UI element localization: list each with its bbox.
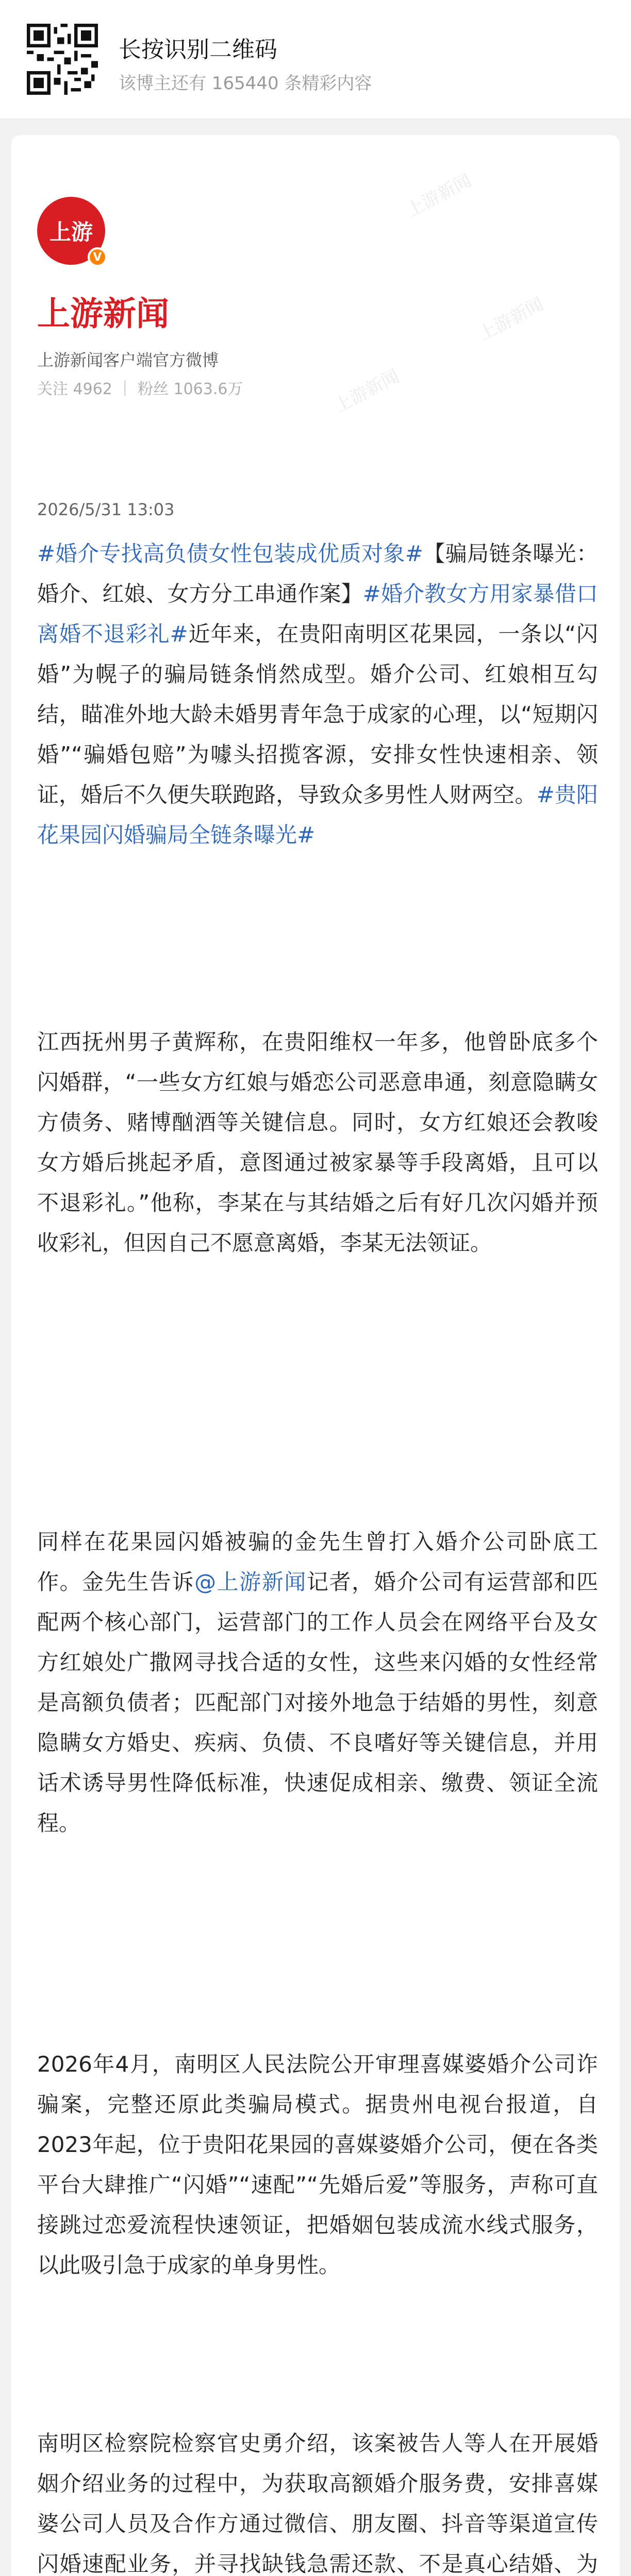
post-time: 2026/5/31 13:03 <box>37 500 175 519</box>
post-paragraph <box>37 2424 598 2576</box>
watermark: 上游新闻 <box>403 170 475 222</box>
mention-link[interactable]: @上游新闻 <box>194 1569 307 1595</box>
post-text: 2026年4月，南明区人民法院公开审理喜媒婆婚介公司诈骗案，完整还原此类骗局模式。据贵州电视台报道，自2023年起，位于贵阳花果园的喜媒婆婚介公司，便在各类平台大肆推广“闪婚”“速配”“先婚后爱”等服务，声称可直接跳过恋爱流程快速领证，把婚姻包装成流水线式服务，以此吸引急于成家的单身男性。 <box>37 2052 598 2278</box>
post-text: 南明区检察院检察官史勇介绍，该案被告人等人在开展婚姻介绍业务的过程中，为获取高额婚介服务费，安排喜媒婆公司人员及合作方通过微信、朋友圈、抖音等渠道宣传闪婚速配业务，并寻找缺钱急需还款、不是真心结婚、为 <box>37 2431 598 2576</box>
account-description: 上游新闻客户端官方微博 <box>37 350 219 370</box>
weibo-post-card <box>11 135 620 2576</box>
post-paragraph <box>37 2044 598 2285</box>
post-paragraph <box>37 534 598 855</box>
top-banner-title: 长按识别二维码 <box>119 37 277 63</box>
hashtag-link[interactable]: #婚介专找高负债女性包装成优质对象# <box>37 541 423 566</box>
post-text: 同样在花果园闪婚被骗的金先生曾打入婚介公司卧底工作。金先生告诉 <box>37 1529 598 1595</box>
post-paragraph <box>37 1522 598 1843</box>
post-paragraph <box>37 1022 598 1263</box>
top-banner-subtitle: 该博主还有 165440 条精彩内容 <box>119 73 372 94</box>
post-text: 近年来，在贵阳南明区花果园，一条以“闪婚”为幌子的骗局链条悄然成型。婚介公司、红娘相互勾结，瞄准外地大龄未婚男青年急于成家的心理，以“短期闪婚”“骗婚包赔”为噱头招揽客源，安排女性快速相亲、领证，婚后不久便失联跑路，导致众多男性人财两空。 <box>37 621 598 807</box>
hashtag-link[interactable]: #婚介教女方用家暴借口离婚不退彩礼# <box>37 581 598 647</box>
qr-code-icon[interactable] <box>24 21 101 98</box>
post-text: 【骗局链条曝光：婚介、红娘、女方分工串通作案】 <box>37 541 598 606</box>
verified-icon: V <box>88 247 107 267</box>
top-qr-banner <box>0 0 631 120</box>
account-name[interactable]: 上游新闻 <box>37 295 169 333</box>
post-text: 江西抚州男子黄辉称，在贵阳维权一年多，他曾卧底多个闪婚群，“一些女方红娘与婚恋公司恶意串通，刻意隐瞒女方债务、赌博酗酒等关键信息。同时，女方红娘还会教唆女方婚后挑起矛盾，意图通过被家暴等手段离婚，且可以不退彩礼。”他称，李某在与其结婚之后有好几次闪婚并预收彩礼，但因自己不愿意离婚，李某无法领证。 <box>37 1029 598 1256</box>
watermark: 上游新闻 <box>475 294 547 345</box>
post-text: 记者，婚介公司有运营部和匹配两个核心部门，运营部门的工作人员会在网络平台及女方红娘处广撒网寻找合适的女性，这些来闪婚的女性经常是高额负债者；匹配部门对接外地急于结婚的男性，刻意隐瞒女方婚史、疾病、负债、不良嗜好等关键信息，并用话术诱导男性降低标准，快速促成相亲、缴费、领证全流程。 <box>37 1569 598 1836</box>
hashtag-link[interactable]: #贵阳花果园闪婚骗局全链条曝光# <box>37 782 598 848</box>
watermark: 上游新闻 <box>331 366 403 417</box>
account-stats: 关注 4962 ｜ 粉丝 1063.6万 <box>37 380 243 398</box>
avatar-logo-text: 上游 <box>49 219 93 245</box>
